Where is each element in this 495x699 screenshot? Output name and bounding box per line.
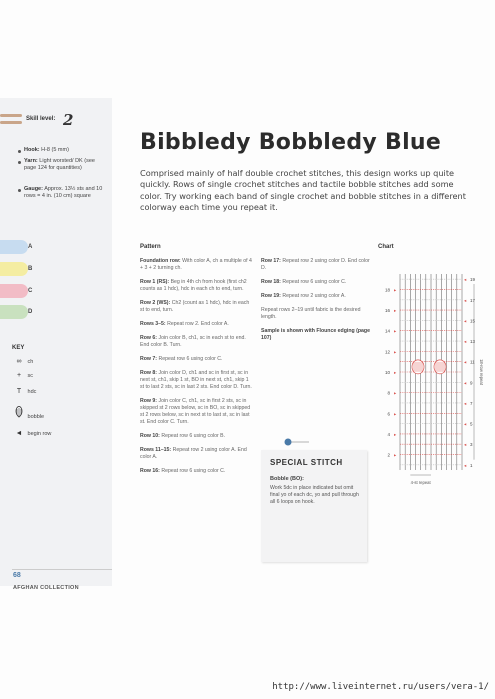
page-number: 68	[13, 572, 21, 579]
hook-info	[24, 147, 104, 154]
begin-row-arrow: ▸	[394, 328, 397, 334]
bobble-icon	[12, 406, 26, 420]
skill-level-label: Skill level:	[26, 116, 56, 122]
chart-row-label-left: 4	[387, 431, 390, 437]
chart-row-label-left: 12	[384, 349, 390, 355]
pattern-row-text: With color A, ch a multiple of 4 + 3 + 2 turning ch.	[140, 258, 252, 271]
chart-row-label-right: 15	[470, 318, 476, 324]
chart-row-label-right: 7	[470, 400, 473, 406]
pattern-row	[261, 279, 373, 286]
watermark-url: http://www.liveinternet.ru/users/vera-1/	[272, 682, 489, 692]
chart-row-label-right: 17	[470, 297, 476, 303]
pattern-row-label: Row 9:	[140, 398, 158, 404]
pattern-row-text: Repeat row 6 using color C.	[158, 356, 223, 362]
begin-row-arrow: ◂	[464, 297, 467, 303]
pattern-row	[261, 258, 373, 272]
begin-row-arrow: ◂	[464, 442, 467, 448]
pattern-row-label: Row 17:	[261, 258, 281, 264]
pattern-row	[261, 293, 373, 300]
gauge-label: Gauge:	[24, 186, 43, 192]
pattern-row-label: Foundation row:	[140, 258, 181, 264]
pattern-row-label: Rows 3–5:	[140, 321, 166, 327]
key-item-hdc	[12, 388, 36, 395]
pattern-row	[261, 307, 373, 321]
pattern-row-text: Repeat rows 2–19 until fabric is the desired length.	[261, 307, 361, 320]
stitch-repeat-label: 4-st repeat	[410, 480, 431, 485]
key-item-sc	[12, 372, 33, 379]
pattern-row	[140, 468, 252, 475]
begin-row-arrow: ◂	[464, 380, 467, 386]
color-label-b: B	[28, 266, 33, 272]
pattern-row	[140, 433, 252, 440]
chart-row-label-left: 8	[387, 390, 390, 396]
key-item-begin-row	[12, 430, 51, 437]
gauge-info	[24, 186, 104, 200]
pattern-row-label: Row 7:	[140, 356, 158, 362]
begin-row-arrow: ▸	[394, 370, 397, 375]
pattern-row-text: Repeat row 6 using color C.	[161, 468, 226, 474]
color-label-d: D	[28, 309, 33, 315]
yarn-label: Yarn:	[24, 158, 38, 164]
pattern-row-text: Repeat row 2 using color A. End color A.	[140, 447, 247, 460]
special-stitch-name: Bobble (BO):	[270, 476, 304, 482]
begin-row-arrow: ▸	[394, 411, 397, 417]
begin-row-arrow: ◂	[464, 318, 467, 324]
yarn-value: Light worsted/ DK (see page 124 for quantities)	[24, 158, 95, 171]
chart-row-label-right: 19	[470, 277, 476, 283]
begin-row-arrow: ◂	[464, 421, 467, 427]
pattern-row-label: Row 16:	[140, 468, 160, 474]
key-label: ch	[27, 359, 34, 365]
color-swatch-c	[0, 284, 28, 298]
pattern-row-text: Join color C, ch1, sc in first 2 sts, sc in skipped st 2 rows below, sc in BO, sc in skipped st 2 rows below, sc in next st to last st, sc in last st. End color C. Turn.	[140, 398, 251, 425]
hook-value: H-8 (5 mm)	[41, 147, 69, 153]
begin-row-arrow: ◂	[464, 400, 467, 406]
row-repeat-label: 18-row repeat	[479, 359, 484, 385]
bullet-icon	[18, 150, 21, 153]
crochet-chart	[378, 260, 490, 490]
color-label-c: C	[28, 288, 33, 294]
chart-row-label-right: 1	[470, 462, 473, 468]
intro-paragraph: Comprised mainly of half double crochet stitches, this design works up quite quickly. Rows of single crochet stitches and tactile bobble stitches add some color. Try working each band of single crochet and bobble stitches in a different colorway each time you repeat it.	[140, 168, 466, 213]
special-stitch-title: SPECIAL STITCH	[270, 458, 343, 467]
key-label: begin row	[27, 431, 52, 437]
chart-row-label-left: 14	[384, 328, 390, 334]
chart-row-label-left: 10	[384, 370, 390, 375]
key-item-ch	[12, 358, 33, 365]
begin-row-arrow: ▸	[394, 452, 397, 458]
pattern-row-text: Repeat row 2. End color A.	[167, 321, 229, 327]
pattern-row-label: Sample is shown with Flounce edging (page 107)	[261, 328, 370, 341]
pattern-row-label: Row 10:	[140, 433, 160, 439]
half-double-crochet-icon: T	[16, 388, 22, 395]
single-crochet-icon: +	[16, 372, 22, 379]
color-label-a: A	[28, 244, 33, 250]
pattern-row-text: Ch2 (count as 1 hdc), hdc in each st to end, turn.	[140, 300, 250, 313]
pattern-row-text: Repeat row 2 using color D. End color D.	[261, 258, 370, 271]
skill-level-value: 2	[63, 111, 74, 129]
pattern-row-text: Join color B, ch1, sc in each st to end. End color B. Turn.	[140, 335, 246, 348]
hook-label: Hook:	[24, 147, 40, 153]
begin-row-arrow: ▸	[394, 308, 397, 314]
footer-divider	[12, 569, 112, 570]
begin-row-arrow: ▸	[394, 390, 397, 396]
chart-row-label-right: 3	[470, 442, 473, 448]
pattern-row	[140, 335, 252, 349]
key-title: KEY	[12, 345, 25, 351]
begin-row-arrow: ▸	[394, 287, 397, 293]
color-swatch-a	[0, 240, 28, 254]
chain-icon: ∞	[16, 358, 22, 365]
pattern-row-text: Join color D, ch1 and sc in first st, sc in next st, ch1, skip 1 st, BO in next st, ch1, skip 1 st to last 2 sts, sc in last 2 sts. End color D. Turn.	[140, 370, 252, 390]
chart-heading: Chart	[378, 244, 394, 250]
pattern-row-label: Row 19:	[261, 293, 281, 299]
begin-row-arrow: ▸	[394, 431, 397, 437]
begin-row-arrow: ◂	[464, 462, 467, 468]
key-item-bobble	[12, 406, 44, 420]
begin-row-arrow: ◂	[464, 359, 467, 365]
pattern-row-text: Repeat row 2 using color A.	[282, 293, 346, 299]
yarn-info	[24, 158, 104, 172]
chart-row-label-right: 11	[470, 359, 475, 365]
pattern-row-text: Repeat row 6 using color C.	[282, 279, 347, 285]
chart-row-label-left: 18	[384, 287, 390, 293]
begin-row-arrow: ◂	[464, 277, 467, 283]
pattern-row-text: Beg in 4th ch from hook (first ch2 counts as 1 hdc), hdc in each ch to end, turn.	[140, 279, 247, 292]
pattern-row-label: Rows 11–15:	[140, 447, 172, 453]
chart-row-label-left: 2	[387, 452, 390, 458]
pattern-row	[140, 370, 252, 391]
chart-row-label-left: 6	[387, 411, 390, 417]
pattern-row	[140, 356, 252, 363]
gauge-value: Approx. 13½ sts and 10 rows = 4 in. (10 cm) square	[24, 186, 103, 199]
pattern-row	[261, 328, 373, 342]
pattern-column-2	[261, 258, 373, 349]
pin-icon	[283, 437, 309, 447]
pattern-row	[140, 447, 252, 461]
pattern-column-1	[140, 258, 252, 482]
bullet-icon	[18, 161, 21, 164]
key-label: sc	[27, 373, 34, 379]
color-swatch-b	[0, 262, 28, 276]
pattern-row	[140, 321, 252, 328]
pattern-row	[140, 300, 252, 314]
key-label: hdc	[27, 389, 37, 395]
pattern-row-text: Repeat row 6 using color B.	[161, 433, 226, 439]
special-stitch-text: Work 5dc in place indicated but omit final yo of each dc, yo and pull through all 6 loops on hook.	[270, 485, 359, 506]
pattern-row	[140, 279, 252, 293]
color-swatch-d	[0, 305, 28, 319]
chart-row-label-right: 9	[470, 380, 473, 386]
begin-row-arrow: ▸	[394, 349, 397, 355]
collection-name: AFGHAN COLLECTION	[13, 585, 79, 591]
page-title: Bibbledy Bobbledy Blue	[140, 130, 442, 155]
skill-level	[0, 111, 112, 131]
key-label: bobble	[27, 414, 45, 420]
chart-row-label-right: 13	[470, 339, 476, 345]
bullet-icon	[18, 189, 21, 192]
pattern-row	[140, 398, 252, 426]
pattern-row-label: Row 1 (RS):	[140, 279, 170, 285]
pattern-row-label: Row 6:	[140, 335, 158, 341]
pattern-heading: Pattern	[140, 244, 161, 250]
chart-row-label-left: 16	[384, 308, 390, 314]
pattern-row	[140, 258, 252, 272]
begin-row-arrow: ◂	[464, 339, 467, 345]
begin-row-icon: ◄	[15, 430, 23, 437]
pattern-row-label: Row 2 (WS):	[140, 300, 171, 306]
chart-row-label-right: 5	[470, 421, 473, 427]
pattern-row-label: Row 8:	[140, 370, 158, 376]
pattern-row-label: Row 18:	[261, 279, 281, 285]
